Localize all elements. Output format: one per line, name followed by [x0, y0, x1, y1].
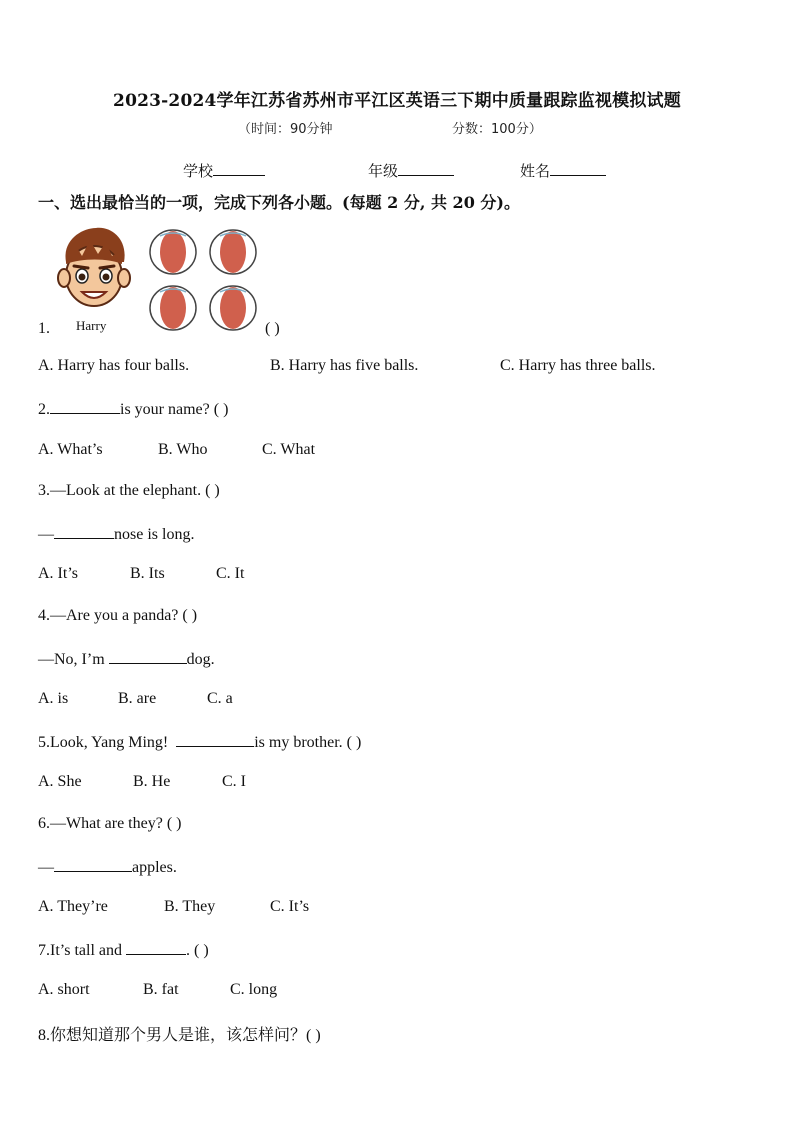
- school-label: 学校: [183, 162, 214, 180]
- q5-option-b[interactable]: B. He: [133, 773, 171, 790]
- grade-label: 年级: [368, 162, 399, 180]
- q7-option-c[interactable]: C. long: [230, 981, 278, 998]
- q7-stem: 7.It’s tall and . ( ): [38, 942, 209, 959]
- q5-blank[interactable]: [176, 732, 254, 747]
- q2-option-b[interactable]: B. Who: [158, 441, 208, 458]
- q6-option-b[interactable]: B. They: [164, 898, 216, 915]
- harry-caption: Harry: [76, 318, 107, 333]
- q1-option-b[interactable]: B. Harry has five balls.: [270, 357, 419, 374]
- q4-blank[interactable]: [109, 649, 187, 664]
- balls-picture: [148, 228, 260, 334]
- school-blank[interactable]: [213, 161, 265, 176]
- harry-illustration: [52, 224, 136, 316]
- q2-stem: 2. is your name? ( ): [38, 401, 229, 418]
- ball-icon: [210, 230, 256, 274]
- q6-reply: — apples.: [38, 859, 177, 876]
- exam-score: 分数：100分）: [452, 122, 542, 137]
- q5-option-c[interactable]: C. I: [222, 773, 246, 790]
- school-field: [183, 160, 265, 181]
- q1-option-a[interactable]: A. Harry has four balls.: [38, 357, 190, 374]
- q6-blank[interactable]: [54, 857, 132, 872]
- q7-blank[interactable]: [126, 940, 186, 955]
- q8-stem: 8.你想知道那个男人是谁，该怎样问？( ): [38, 1027, 321, 1044]
- q4-reply: —No, I’m dog.: [38, 651, 215, 668]
- q5-option-a[interactable]: A. She: [38, 773, 82, 790]
- q6-stem: 6.—What are they? ( ): [38, 815, 182, 832]
- grade-blank[interactable]: [398, 161, 454, 176]
- q4-stem: 4.—Are you a panda? ( ): [38, 607, 198, 624]
- q3-option-a[interactable]: A. It’s: [38, 565, 78, 582]
- q3-option-b[interactable]: B. Its: [130, 565, 165, 582]
- q6-option-a[interactable]: A. They’re: [38, 898, 108, 915]
- exam-time: （时间：90分钟: [238, 122, 333, 137]
- q4-option-c[interactable]: C. a: [207, 690, 233, 707]
- q4-option-a[interactable]: A. is: [38, 690, 69, 707]
- q7-option-b[interactable]: B. fat: [143, 981, 179, 998]
- q3-stem: 3.—Look at the elephant. ( ): [38, 482, 220, 499]
- q4-option-b[interactable]: B. are: [118, 690, 157, 707]
- q1-number: 1.: [38, 320, 50, 337]
- section-heading: 一、选出最恰当的一项，完成下列各小题。(每题 2 分, 共 20 分)。: [38, 193, 520, 212]
- ball-icon: [150, 286, 196, 330]
- q3-option-c[interactable]: C. It: [216, 565, 245, 582]
- exam-title: 2023-2024学年江苏省苏州市平江区英语三下期中质量跟踪监视模拟试题: [113, 91, 681, 111]
- grade-field: [368, 160, 454, 181]
- ball-icon: [150, 230, 196, 274]
- q6-option-c[interactable]: C. It’s: [270, 898, 310, 915]
- q7-option-a[interactable]: A. short: [38, 981, 90, 998]
- q2-option-c[interactable]: C. What: [262, 441, 316, 458]
- ball-icon: [210, 286, 256, 330]
- q1-option-c[interactable]: C. Harry has three balls.: [500, 357, 656, 374]
- name-field: [520, 160, 606, 181]
- q2-blank[interactable]: [50, 399, 120, 414]
- q2-option-a[interactable]: A. What’s: [38, 441, 103, 458]
- name-blank[interactable]: [550, 161, 606, 176]
- q1-answer-paren[interactable]: ( ): [265, 320, 280, 337]
- q3-blank[interactable]: [54, 524, 114, 539]
- q5-stem: 5.Look, Yang Ming! is my brother. ( ): [38, 734, 362, 751]
- name-label: 姓名: [520, 162, 551, 180]
- q3-reply: — nose is long.: [38, 526, 195, 543]
